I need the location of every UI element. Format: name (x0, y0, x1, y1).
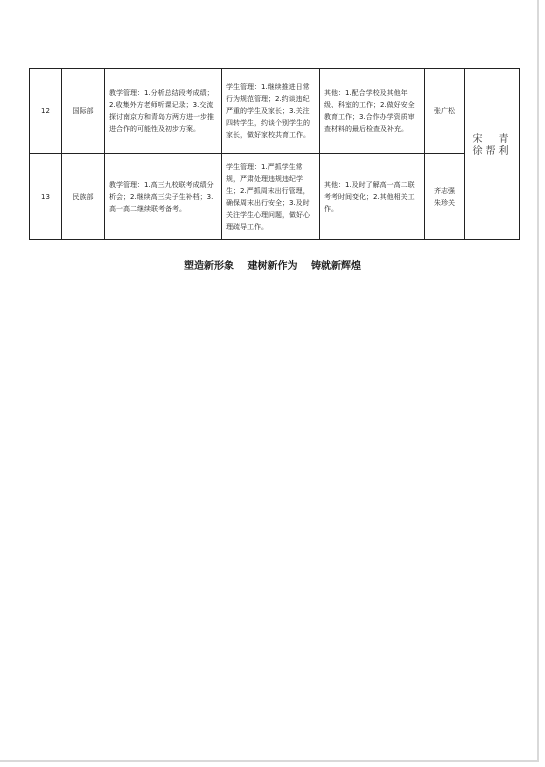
student-management-cell: 学生管理：1.继续推进日常行为规范管理；2.约谈违纪严重的学生及家长；3.关注四转学生，约谈个别学生的家长，做好家校共育工作。 (222, 69, 320, 154)
responsible-person: 张广松 (425, 69, 465, 154)
row-number: 12 (30, 69, 62, 154)
slogan-phrase: 塑造新形象 (184, 261, 235, 272)
other-tasks-cell: 其他：1.及时了解高一高二联考考时间变化；2.其他相关工作。 (320, 154, 425, 240)
leader-name: 宋 青 (472, 134, 512, 145)
department-name: 民族部 (62, 154, 105, 240)
department-name: 国际部 (62, 69, 105, 154)
teaching-management-cell: 教学管理：1.分析总结段考成绩；2.收集外方老师听课记录；3.交流探讨南京方和青岛方两方进一步推进合作的可能性及初步方案。 (105, 69, 222, 154)
table-row (30, 154, 520, 240)
slogan-phrase: 建树新作为 (247, 261, 298, 272)
leader-cell (465, 69, 520, 240)
work-plan-table (29, 68, 520, 240)
student-management-cell: 学生管理：1.严抓学生常规，严肃处理违规违纪学生；2.严抓周末出行管理，确保周末出行安全；3.及时关注学生心理问题，做好心理疏导工作。 (222, 154, 320, 240)
leader-name: 徐帮利 (472, 146, 512, 157)
teaching-management-cell: 教学管理：1.高三九校联考成绩分析会；2.继续高三尖子生补档；3.高一高二继续联考备考。 (105, 154, 222, 240)
slogan-phrase: 铸就新辉煌 (310, 261, 361, 272)
other-tasks-cell: 其他：1.配合学校及其他年级、科室的工作；2.做好安全教育工作；3.合作办学资质审查材料的最后检查及补充。 (320, 69, 425, 154)
slogan (0, 257, 545, 272)
row-number: 13 (30, 154, 62, 240)
table-row (30, 69, 520, 154)
responsible-person: 齐志强 朱珍关 (425, 154, 465, 240)
